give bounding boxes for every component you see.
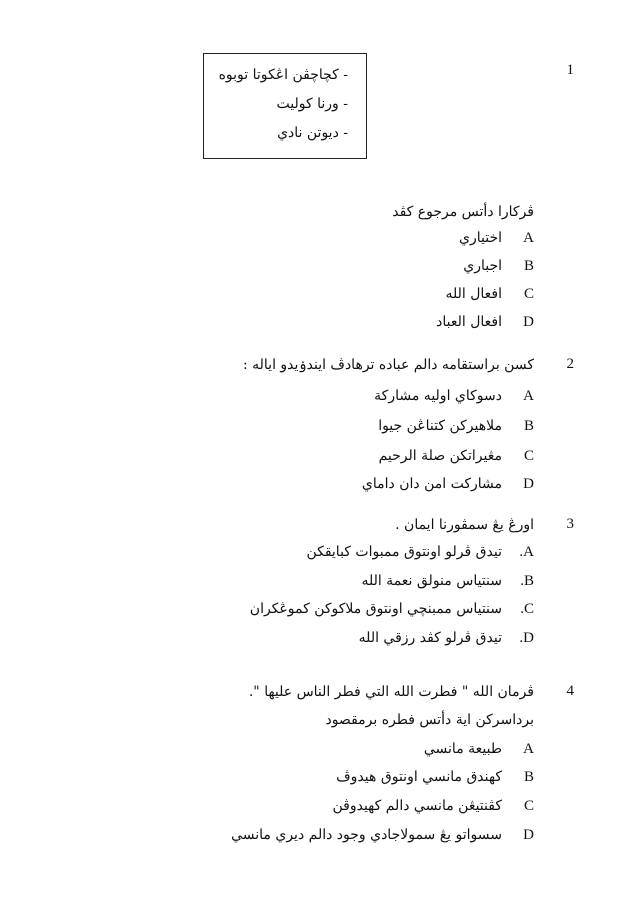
question-4-stem-continued: برداسركن اية دأتس فطره برمقصود [325, 712, 534, 728]
question-4-option-b[interactable] [336, 769, 534, 786]
option-text: كڤنتيڠن مانسي دالم كهيدوڤن [332, 798, 502, 814]
option-letter: A [523, 741, 534, 757]
info-box-line-1: - كچاچڤن اڠكوتا توبوه [218, 67, 348, 83]
question-4-option-c[interactable] [332, 798, 534, 815]
option-text: مشاركت امن دان داماي [361, 476, 502, 492]
option-text: مڠيراتكن صلة الرحيم [378, 448, 502, 464]
option-text: كهندق مانسي اونتوق هيدوڤ [336, 769, 502, 785]
option-text: تيدق ڤرلو اونتوق ممبوات كبايقكن [306, 544, 502, 560]
option-text: اجباري [463, 258, 502, 274]
option-text: سسواتو يڠ سمولاجادي وجود دالم ديري مانسي [231, 827, 502, 843]
question-3-option-c[interactable] [250, 601, 534, 618]
option-text: افعال العباد [436, 314, 502, 330]
option-letter: D [523, 314, 534, 330]
question-4-stem: ڤرمان الله " فطرت الله التي فطر الناس عليها ". [248, 684, 534, 700]
question-1-number: 1 [566, 62, 574, 78]
question-1-option-b[interactable] [463, 258, 534, 275]
option-text: سنتياس ممبنچي اونتوق ملاكوكن كموڠكران [249, 601, 502, 617]
question-2-option-b[interactable] [378, 418, 534, 435]
info-box-line-2: - ورنا كوليت [276, 96, 348, 112]
option-letter: A [523, 230, 534, 246]
question-1-stem: ڤركارا دأتس مرجوع كڤد [392, 204, 534, 220]
question-3-option-b[interactable] [361, 573, 534, 590]
option-letter: A [523, 388, 534, 404]
option-text: طبيعة مانسي [423, 741, 502, 757]
option-letter: B [523, 769, 534, 785]
option-text: ملاهيركن كتناڠن جيوا [378, 418, 502, 434]
option-letter: C [523, 448, 534, 464]
option-text: تيدق ڤرلو كڤد رزقي الله [358, 630, 502, 646]
question-3-option-a[interactable] [306, 544, 534, 561]
question-1-option-a[interactable] [459, 230, 534, 247]
option-letter: D [523, 827, 534, 843]
question-2-number: 2 [566, 356, 574, 372]
question-2-option-d[interactable] [362, 476, 534, 493]
question-4-option-d[interactable] [231, 827, 534, 844]
option-letter: C. [520, 601, 534, 617]
question-3-option-d[interactable] [359, 630, 534, 647]
question-3-number: 3 [566, 516, 574, 532]
option-letter: B. [520, 573, 534, 589]
question-2-stem: كسن براستقامه دالم عباده ترهادڤ ايندۏيدو اياله : [242, 357, 534, 373]
option-letter: C [523, 798, 534, 814]
info-box-line-3: - ديوتن نادي [277, 125, 348, 141]
option-letter: C [523, 286, 534, 302]
option-text: دسوكاي اوليه مشاركة [374, 388, 502, 404]
option-text: اختياري [459, 230, 502, 246]
question-4-option-a[interactable] [424, 741, 534, 758]
question-2-option-c[interactable] [379, 448, 534, 465]
option-letter: B [523, 418, 534, 434]
question-3-stem: اورڠ يڠ سمڤورنا ايمان . [395, 517, 534, 533]
question-1-info-box [203, 53, 367, 159]
option-text: سنتياس منولق نعمة الله [361, 573, 502, 589]
option-letter: B [523, 258, 534, 274]
option-letter: A. [519, 544, 534, 560]
option-letter: D [523, 476, 534, 492]
question-1-option-d[interactable] [436, 314, 534, 331]
option-letter: D. [519, 630, 534, 646]
question-1-option-c[interactable] [445, 286, 534, 303]
question-2-option-a[interactable] [374, 388, 534, 405]
question-4-number: 4 [566, 683, 574, 699]
option-text: افعال الله [445, 286, 502, 302]
